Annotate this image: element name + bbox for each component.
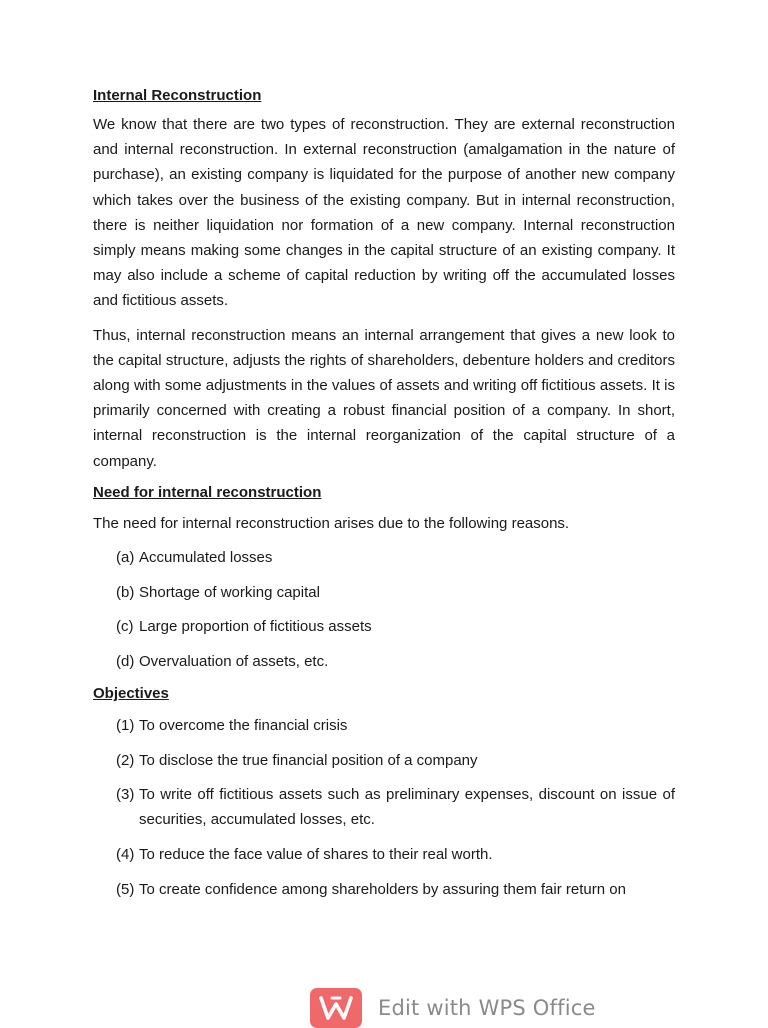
list-marker: (a): [116, 549, 135, 567]
list-item: [93, 545, 675, 570]
list-item-text: To reduce the face value of shares to their real worth.: [139, 846, 493, 864]
list-item-text: To overcome the financial crisis: [139, 716, 348, 734]
list-marker: (5): [116, 880, 135, 898]
list-marker: (d): [116, 653, 135, 671]
wps-watermark-label: Edit with WPS Office: [378, 996, 596, 1020]
list-item-text: Shortage of working capital: [139, 583, 320, 601]
list-marker: (4): [116, 846, 135, 864]
list-item-text: To write off fictitious assets such as preliminary expenses, discount on issue of securities, accumulated losses, etc.: [139, 786, 675, 829]
paragraph-2: Thus, internal reconstruction means an internal arrangement that gives a new look to the capital structure, adjusts the rights of shareholders, debenture holders and creditors along with some adjustments in the values of assets and writing off fictitious assets. It is primarily concerned with creating a robust financial position of a company. In short, internal reconstruction is the internal reorganization of the capital structure of a company.: [93, 326, 675, 470]
list-item-text: Overvaluation of assets, etc.: [139, 653, 329, 671]
wps-watermark[interactable]: [310, 988, 596, 1028]
wps-logo-icon: [310, 988, 362, 1028]
list-item-text: Accumulated losses: [139, 549, 273, 567]
paragraph-1: We know that there are two types of reconstruction. They are external reconstruction and internal reconstruction. In external reconstruction (amalgamation in the nature of purchase), an existing company is liquidated for the purpose of another new company which takes over the business of the existing company. But in internal reconstruction, there is neither liquidation nor formation of a new company. Internal reconstruction simply means making some changes in the capital structure of an existing company. It may also include a scheme of capital reduction by writing off the accumulated losses and fictitious assets.: [93, 116, 675, 310]
list-item: [93, 649, 675, 674]
section-heading-internal-reconstruction: Internal Reconstruction: [93, 87, 262, 104]
need-reasons-list: [93, 545, 675, 674]
section-heading-need: Need for internal reconstruction: [93, 483, 322, 501]
list-item-text: To disclose the true financial position of a company: [139, 751, 478, 769]
list-item: [93, 580, 675, 605]
list-marker: (3): [116, 786, 135, 804]
list-item: [93, 877, 675, 902]
list-marker: (1): [116, 716, 135, 734]
need-intro: The need for internal reconstruction arises due to the following reasons.: [93, 514, 570, 532]
list-item: [93, 614, 675, 639]
list-marker: (b): [116, 583, 135, 601]
list-item: [93, 748, 675, 773]
list-item: [93, 842, 675, 867]
list-item: [93, 782, 675, 832]
list-item: [93, 713, 675, 738]
list-item-text: To create confidence among shareholders by assuring them fair return on: [139, 880, 626, 898]
section-heading-objectives: Objectives: [93, 684, 169, 702]
objectives-list: [93, 713, 675, 902]
list-item-text: Large proportion of fictitious assets: [139, 618, 372, 636]
document-page: [93, 86, 675, 912]
list-marker: (2): [116, 751, 135, 769]
list-marker: (c): [116, 618, 134, 636]
